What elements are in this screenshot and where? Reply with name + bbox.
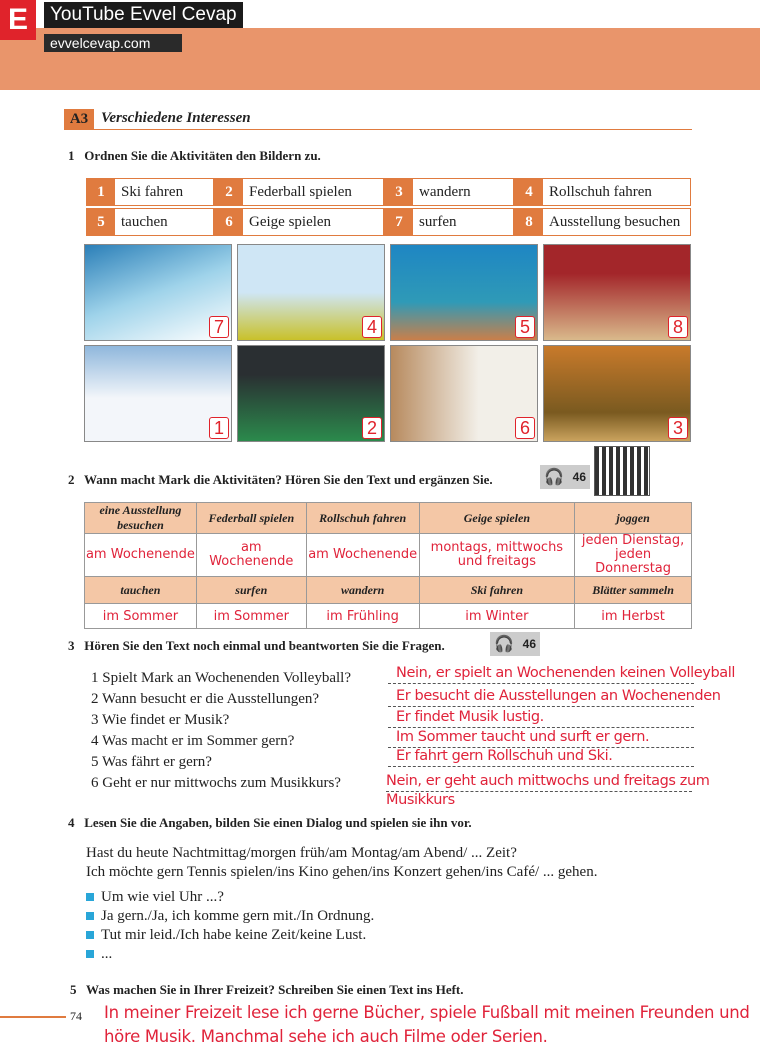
answer-cell: am Wochenende xyxy=(196,534,306,577)
header-cell: Blätter sammeln xyxy=(575,577,692,604)
footer-line xyxy=(0,1016,66,1018)
section-code: A3 xyxy=(64,109,94,130)
activity-item: 6 Geige spielen xyxy=(214,208,384,236)
audio-track-badge: 🎧 46 xyxy=(540,465,590,489)
photo-answer: 1 xyxy=(209,417,229,439)
activity-photo xyxy=(390,244,538,341)
header-cell: Rollschuh fahren xyxy=(306,503,419,534)
header-cell: tauchen xyxy=(85,577,197,604)
dialog-line: Hast du heute Nachtmittag/morgen früh/am Montag/am Abend/ ... Zeit? xyxy=(86,845,517,861)
photo-answer: 6 xyxy=(515,417,535,439)
answer-line[interactable]: Er besucht die Ausstellungen an Wochenenden xyxy=(388,688,694,707)
activity-item: 8 Ausstellung besuchen xyxy=(514,208,691,236)
answer-line[interactable]: Er fahrt gern Rollschuh und Ski. xyxy=(388,748,694,767)
answer-cell: am Wochenende xyxy=(306,534,419,577)
question-number: 2 xyxy=(91,691,99,707)
activity-photo xyxy=(84,244,232,341)
photo-answer: 3 xyxy=(668,417,688,439)
header-cell: Ski fahren xyxy=(419,577,575,604)
activity-item: 3 wandern xyxy=(384,178,514,206)
question-number: 6 xyxy=(91,775,99,791)
photo-answer: 4 xyxy=(362,316,382,338)
answer-cell: montags, mittwochs und freitags xyxy=(419,534,575,577)
header-cell: wandern xyxy=(306,577,419,604)
photo-answer: 2 xyxy=(362,417,382,439)
answer-line[interactable]: Im Sommer taucht und surft er gern. xyxy=(388,729,694,748)
answer-cell: im Frühling xyxy=(306,604,419,629)
logo-url: evvelcevap.com xyxy=(44,34,182,52)
header-cell: Federball spielen xyxy=(196,503,306,534)
photo-answer: 8 xyxy=(668,316,688,338)
photo-answer: 5 xyxy=(515,316,535,338)
dialog-line: Ich möchte gern Tennis spielen/ins Kino gehen/ins Konzert gehen/ins Café/ ... gehen. xyxy=(86,864,598,880)
bullet-item: Ja gern./Ja, ich komme gern mit./In Ordnung. xyxy=(86,908,374,925)
question: 6 Geht er nur mittwochs zum Musikkurs? xyxy=(91,775,341,791)
bullet-item: ... xyxy=(86,946,112,963)
header-cell: joggen xyxy=(575,503,692,534)
activity-photo xyxy=(237,345,385,442)
ex4-heading: 4 Lesen Sie die Angaben, bilden Sie einen Dialog und spielen sie ihn vor. xyxy=(68,815,472,830)
ex5-heading: 5 Was machen Sie in Ihrer Freizeit? Schreiben Sie einen Text ins Heft. xyxy=(70,982,464,997)
header-cell: eine Ausstellung besuchen xyxy=(85,503,197,534)
question: 5 Was fährt er gern? xyxy=(91,754,212,770)
activity-photo xyxy=(84,345,232,442)
answer-cell: jeden Dienstag, jeden Donnerstag xyxy=(575,534,692,577)
activity-item: 2 Federball spielen xyxy=(214,178,384,206)
ex2-heading: 2 Wann macht Mark die Aktivitäten? Hören Sie den Text und ergänzen Sie. xyxy=(68,472,493,487)
divider xyxy=(64,129,692,130)
question: 4 Was macht er im Sommer gern? xyxy=(91,733,295,749)
activity-item: 4 Rollschuh fahren xyxy=(514,178,691,206)
question-number: 1 xyxy=(91,670,99,686)
logo: E xyxy=(0,0,36,40)
bullet-item: Tut mir leid./Ich habe keine Zeit/keine Lust. xyxy=(86,927,366,944)
activity-photo xyxy=(543,345,691,442)
answer-cell: im Herbst xyxy=(575,604,692,629)
schedule-table xyxy=(84,502,692,629)
ex5-answer: In meiner Freizeit lese ich gerne Bücher, spiele Fußball mit meinen Freunden und xyxy=(104,1003,750,1022)
activity-photo xyxy=(390,345,538,442)
activity-photo xyxy=(237,244,385,341)
question: 1 Spielt Mark an Wochenenden Volleyball? xyxy=(91,670,351,686)
section-title: Verschiedene Interessen xyxy=(101,110,251,126)
page-number: 74 xyxy=(70,1009,82,1023)
activity-item: 1 Ski fahren xyxy=(86,178,214,206)
answer-cell: am Wochenende xyxy=(85,534,197,577)
answer-line[interactable]: Musikkurs xyxy=(386,792,455,808)
question-number: 4 xyxy=(91,733,99,749)
question-number: 5 xyxy=(91,754,99,770)
headphones-icon: 🎧 xyxy=(494,636,514,653)
question: 3 Wie findet er Musik? xyxy=(91,712,230,728)
activity-item: 5 tauchen xyxy=(86,208,214,236)
answer-line[interactable]: Er findet Musik lustig. xyxy=(388,709,694,728)
activity-item: 7 surfen xyxy=(384,208,514,236)
logo-title: YouTube Evvel Cevap xyxy=(44,2,243,28)
headphones-icon: 🎧 xyxy=(544,469,564,486)
answer-line[interactable]: Nein, er geht auch mittwochs und freitags zum xyxy=(386,773,692,792)
activity-photo xyxy=(543,244,691,341)
answer-cell: im Sommer xyxy=(196,604,306,629)
header-cell: Geige spielen xyxy=(419,503,575,534)
answer-cell: im Winter xyxy=(419,604,575,629)
ex1-heading: 1 Ordnen Sie die Aktivitäten den Bildern zu. xyxy=(68,148,321,163)
answer-line[interactable]: Nein, er spielt an Wochenenden keinen Volleyball xyxy=(388,665,694,684)
qr-code[interactable] xyxy=(594,446,650,496)
photo-answer: 7 xyxy=(209,316,229,338)
answer-cell: im Sommer xyxy=(85,604,197,629)
ex5-answer: höre Musik. Manchmal sehe ich auch Filme oder Serien. xyxy=(104,1027,548,1046)
question-number: 3 xyxy=(91,712,99,728)
question: 2 Wann besucht er die Ausstellungen? xyxy=(91,691,320,707)
audio-track-badge: 🎧 46 xyxy=(490,632,540,656)
bullet-item: Um wie viel Uhr ...? xyxy=(86,889,224,906)
header-cell: surfen xyxy=(196,577,306,604)
ex3-heading: 3 Hören Sie den Text noch einmal und beantworten Sie die Fragen. xyxy=(68,638,445,653)
